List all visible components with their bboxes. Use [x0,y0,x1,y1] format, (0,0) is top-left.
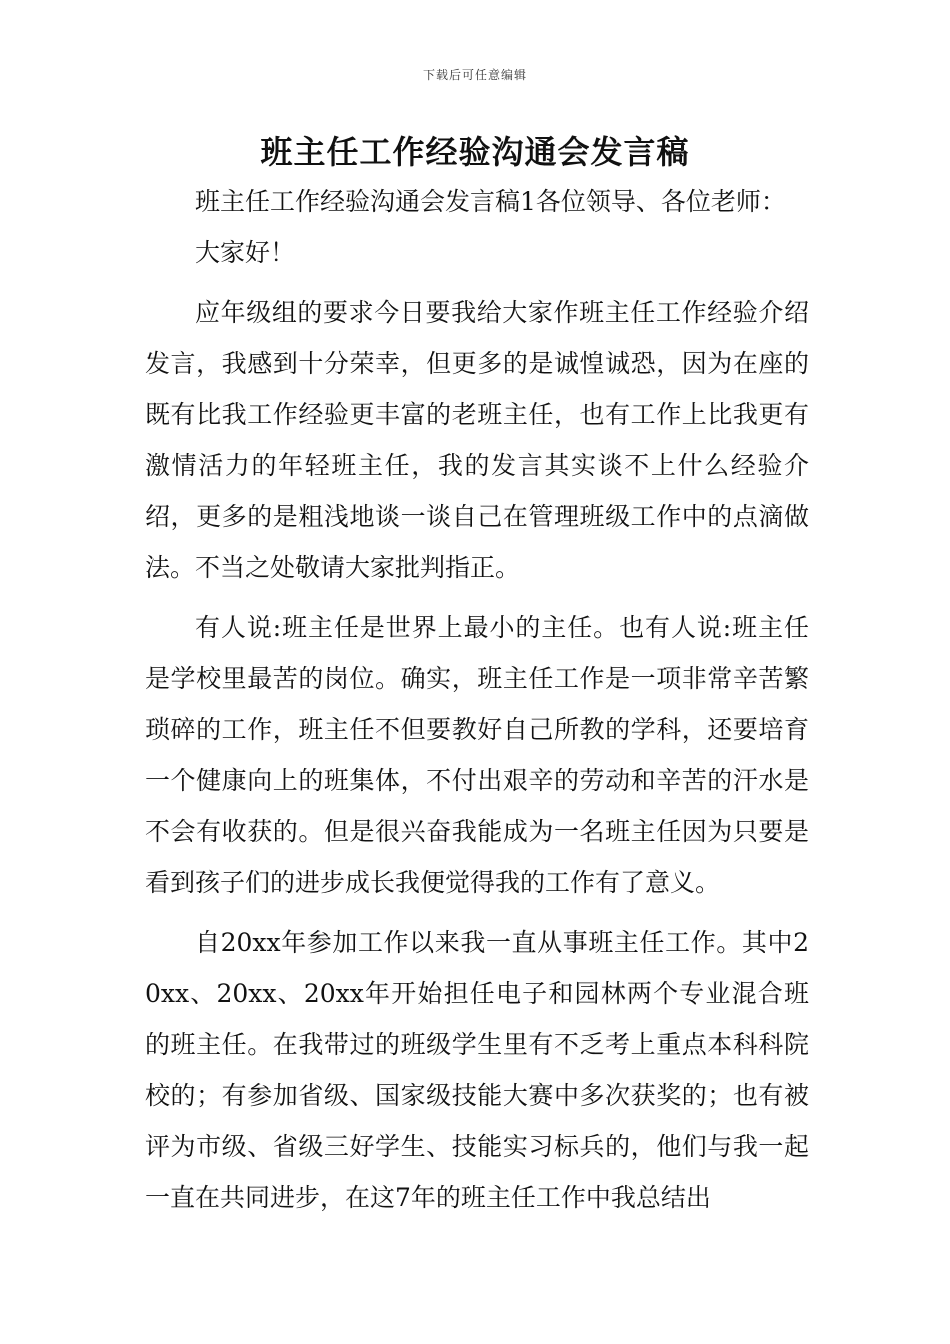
header-note: 下载后可任意编辑 [422,68,527,82]
paragraph-greeting-line: 班主任工作经验沟通会发言稿1各位领导、各位老师： [195,187,786,216]
paragraph-hello: 大家好！ [195,238,296,267]
paragraph-head-teacher-role: 有人说:班主任是世界上最小的主任。也有人说:班主任是学校里最苦的岗位。确实，班主任工作是一项非常辛苦繁琐碎的工作，班主任不但要教好自己所教的学科，还要培育一个健康向上的班集体，不付出艰辛的劳动和辛苦的汗水是不会有收获的。但是很兴奋我能成为一名班主任因为只要是看到孩子们的进步成长我便觉得我的工作有了意义。 [145,613,809,897]
document-title: 班主任工作经验沟通会发言稿 [260,133,690,171]
paragraph-experience: 自20xx年参加工作以来我一直从事班主任工作。其中20xx、20xx、20xx年开始担任电子和园林两个专业混合班的班主任。在我带过的班级学生里有不乏考上重点本科科院校的；有参加省级、国家级技能大赛中多次获奖的；也有被评为市级、省级三好学生、技能实习标兵的，他们与我一起一直在共同进步，在这7年的班主任工作中我总结出 [145,928,809,1212]
paragraph-intro: 应年级组的要求今日要我给大家作班主任工作经验介绍发言，我感到十分荣幸，但更多的是诚惶诚恐，因为在座的既有比我工作经验更丰富的老班主任，也有工作上比我更有激情活力的年轻班主任，我的发言其实谈不上什么经验介绍，更多的是粗浅地谈一谈自己在管理班级工作中的点滴做法。不当之处敬请大家批判指正。 [145,298,809,582]
document-body [145,176,809,1223]
